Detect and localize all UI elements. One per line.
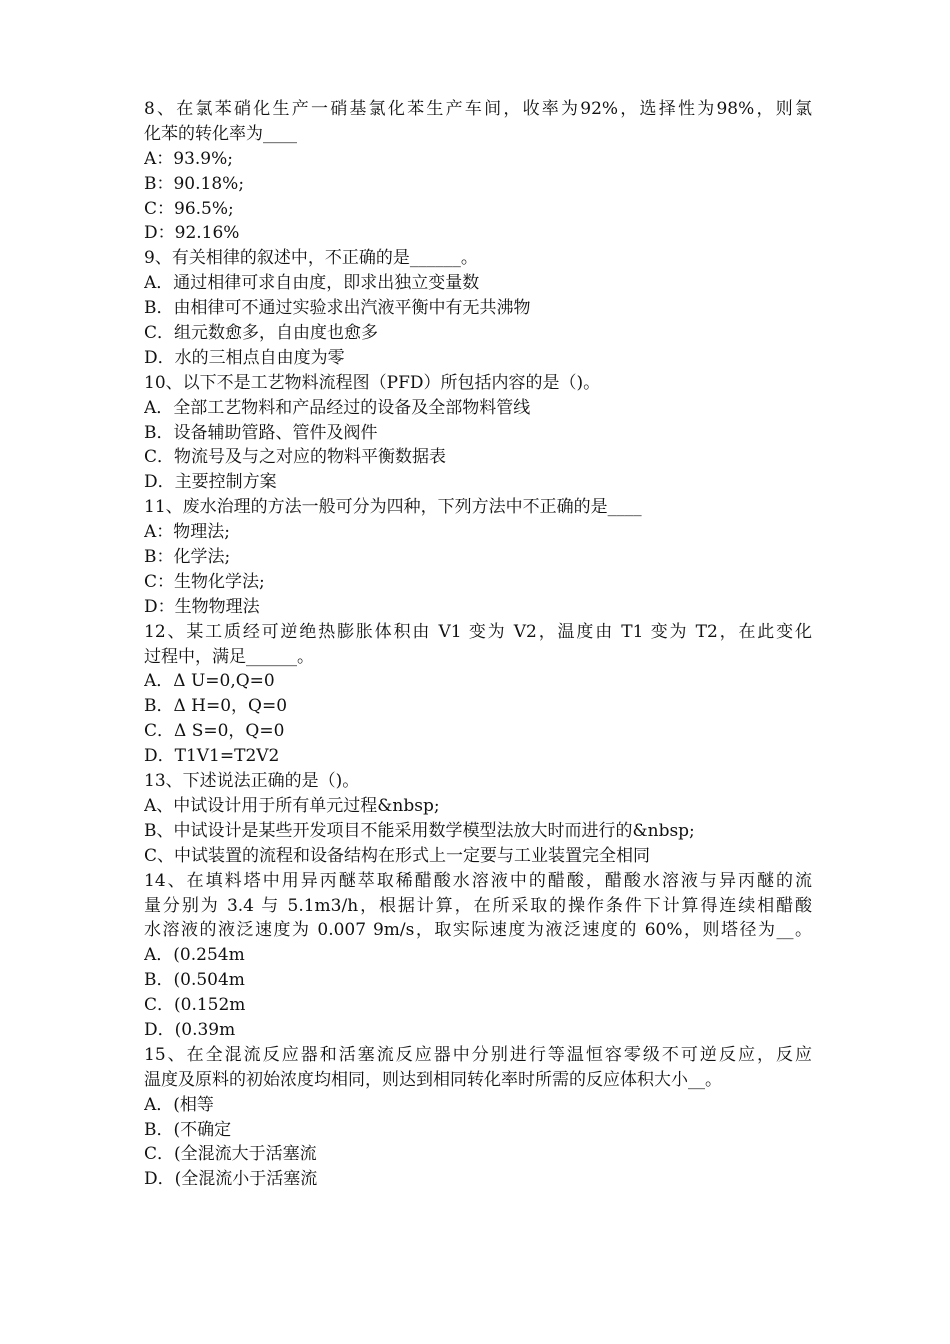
q9-option-a: A．通过相律可求自由度，即求出独立变量数 — [144, 273, 480, 294]
q12-option-d: D．T1V1=T2V2 — [144, 746, 280, 767]
q11-option-c: C：生物化学法; — [144, 571, 265, 592]
q9-stem: 9、有关相律的叙述中，不正确的是______。 — [144, 248, 478, 269]
q12-option-a: A．Δ U=0,Q=0 — [144, 671, 275, 692]
q11-option-a: A：物理法; — [144, 522, 231, 543]
q15-stem-line-2: 温度及原料的初始浓度均相同，则达到相同转化率时所需的反应体积大小__。 — [144, 1069, 722, 1090]
q11-stem: 11、废水治理的方法一般可分为四种，下列方法中不正确的是____ — [144, 497, 642, 518]
q13-option-c: C、中试装置的流程和设备结构在形式上一定要与工业装置完全相同 — [144, 845, 651, 866]
q12-stem-line-2: 过程中，满足______。 — [144, 646, 314, 667]
q12-option-c: C．Δ S=0，Q=0 — [144, 721, 285, 742]
q10-option-a: A．全部工艺物料和产品经过的设备及全部物料管线 — [144, 397, 531, 418]
q14-stem-line-1: 14、在填料塔中用异丙醚萃取稀醋酸水溶液中的醋酸，醋酸水溶液与异丙醚的流 — [144, 870, 812, 891]
q8-stem-line-2: 化苯的转化率为____ — [144, 123, 297, 144]
q10-option-b: B．设备辅助管路、管件及阀件 — [144, 422, 378, 443]
q11-option-b: B：化学法; — [144, 547, 231, 568]
q8-stem-line-1: 8、在氯苯硝化生产一硝基氯化苯生产车间，收率为92%，选择性为98%，则氯 — [144, 99, 812, 119]
q14-option-d: D．(0.39m — [144, 1019, 236, 1040]
q8-option-d: D：92.16% — [144, 223, 240, 244]
q15-option-a: A．(相等 — [144, 1094, 214, 1115]
q9-option-b: B．由相律可不通过实验求出汽液平衡中有无共沸物 — [144, 298, 531, 319]
q12-option-b: B．Δ H=0，Q=0 — [144, 696, 288, 717]
q12-stem-line-1: 12、某工质经可逆绝热膨胀体积由 V1 变为 V2，温度由 T1 变为 T2，在此变化 — [144, 621, 812, 642]
q14-option-c: C．(0.152m — [144, 995, 246, 1016]
q13-option-b: B、中试设计是某些开发项目不能采用数学模型法放大时而进行的&nbsp; — [144, 820, 695, 841]
q13-option-a: A、中试设计用于所有单元过程&nbsp; — [144, 795, 440, 816]
question-text-block — [144, 97, 812, 1192]
q10-stem: 10、以下不是工艺物料流程图（PFD）所包括内容的是（)。 — [144, 372, 601, 393]
q9-option-d: D．水的三相点自由度为零 — [144, 347, 345, 368]
q14-option-a: A．(0.254m — [144, 945, 245, 966]
q15-stem-line-1: 15、在全混流反应器和活塞流反应器中分别进行等温恒容零级不可逆反应，反应 — [144, 1044, 812, 1065]
q15-option-c: C．(全混流大于活塞流 — [144, 1144, 317, 1165]
q9-option-c: C．组元数愈多，自由度也愈多 — [144, 323, 379, 344]
q8-option-a: A：93.9%; — [144, 148, 234, 169]
q10-option-c: C．物流号及与之对应的物料平衡数据表 — [144, 447, 447, 468]
q14-option-b: B．(0.504m — [144, 970, 245, 991]
q15-option-b: B．(不确定 — [144, 1119, 232, 1140]
q15-option-d: D．(全混流小于活塞流 — [144, 1169, 318, 1190]
q14-stem-line-3: 水溶液的液泛速度为 0.007 9m/s，取实际速度为液泛速度的 60%，则塔径为__。 — [144, 920, 812, 941]
q11-option-d: D：生物物理法 — [144, 596, 260, 617]
q10-option-d: D．主要控制方案 — [144, 472, 277, 493]
q13-stem: 13、下述说法正确的是（)。 — [144, 771, 360, 792]
q8-option-c: C：96.5%; — [144, 198, 234, 219]
q8-option-b: B：90.18%; — [144, 173, 245, 194]
q14-stem-line-2: 量分别为 3.4 与 5.1m3/h，根据计算，在所采取的操作条件下计算得连续相醋酸 — [144, 895, 812, 916]
